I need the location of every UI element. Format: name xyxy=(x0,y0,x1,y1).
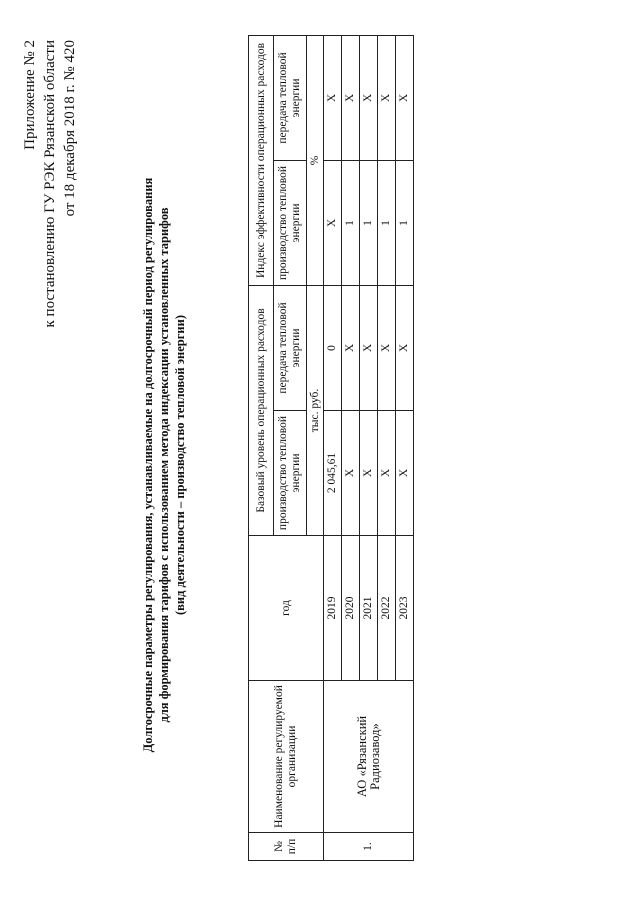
header-org: Наименование регулируемой организации xyxy=(249,681,324,833)
cell-base-production: 2 045,61 xyxy=(324,411,342,536)
header-index-unit: % xyxy=(307,35,324,285)
cell-base-transmission: X xyxy=(378,285,396,410)
cell-base-production: X xyxy=(360,411,378,536)
header-index-production: производство тепловой энергии xyxy=(274,160,307,285)
cell-year: 2019 xyxy=(324,536,342,681)
cell-index-production: X xyxy=(324,160,342,285)
cell-base-production: X xyxy=(378,411,396,536)
title-line-3: (вид деятельности – производство тепловой энергии) xyxy=(173,314,187,616)
cell-year: 2023 xyxy=(396,536,414,681)
cell-index-production: 1 xyxy=(360,160,378,285)
row-num: 1. xyxy=(324,833,414,861)
cell-base-transmission: 0 xyxy=(324,285,342,410)
cell-year: 2021 xyxy=(360,536,378,681)
cell-base-production: X xyxy=(342,411,360,536)
cell-year: 2020 xyxy=(342,536,360,681)
cell-index-production: 1 xyxy=(396,160,414,285)
header-num: № п/п xyxy=(249,833,324,861)
cell-index-production: 1 xyxy=(378,160,396,285)
appendix-line-2: к постановлению ГУ РЭК Рязанской области xyxy=(42,40,58,328)
cell-index-transmission: X xyxy=(324,35,342,160)
title-line-2: для формирования тарифов с использованием метода индексации установленных тарифов xyxy=(157,207,171,723)
cell-index-transmission: X xyxy=(396,35,414,160)
cell-index-transmission: X xyxy=(378,35,396,160)
header-base-production: производство тепловой энергии xyxy=(274,411,307,536)
cell-index-transmission: X xyxy=(342,35,360,160)
parameters-table xyxy=(248,35,414,861)
header-base-group: Базовый уровень операционных расходов xyxy=(249,285,274,535)
header-index-group: Индекс эффективности операционных расходов xyxy=(249,35,274,285)
header-base-unit: тыс. руб. xyxy=(307,285,324,535)
document-title xyxy=(140,85,188,845)
cell-index-production: 1 xyxy=(342,160,360,285)
org-name: АО «Рязанский Радиозавод» xyxy=(324,681,414,833)
cell-index-transmission: X xyxy=(360,35,378,160)
rotated-page xyxy=(20,20,620,885)
cell-year: 2022 xyxy=(378,536,396,681)
appendix-line-1: Приложение № 2 xyxy=(22,40,38,150)
cell-base-transmission: X xyxy=(342,285,360,410)
header-base-transmission: передача тепловой энергии xyxy=(274,285,307,410)
header-year: год xyxy=(249,536,324,681)
cell-base-transmission: X xyxy=(396,285,414,410)
title-line-1: Долгосрочные параметры регулирования, устанавливаемые на долгосрочный период регулирования xyxy=(141,177,155,753)
table-row xyxy=(324,35,342,860)
cell-base-transmission: X xyxy=(360,285,378,410)
appendix-header xyxy=(20,40,80,460)
header-index-transmission: передача тепловой энергии xyxy=(274,35,307,160)
cell-base-production: X xyxy=(396,411,414,536)
appendix-line-3: от 18 декабря 2018 г. № 420 xyxy=(62,40,78,217)
